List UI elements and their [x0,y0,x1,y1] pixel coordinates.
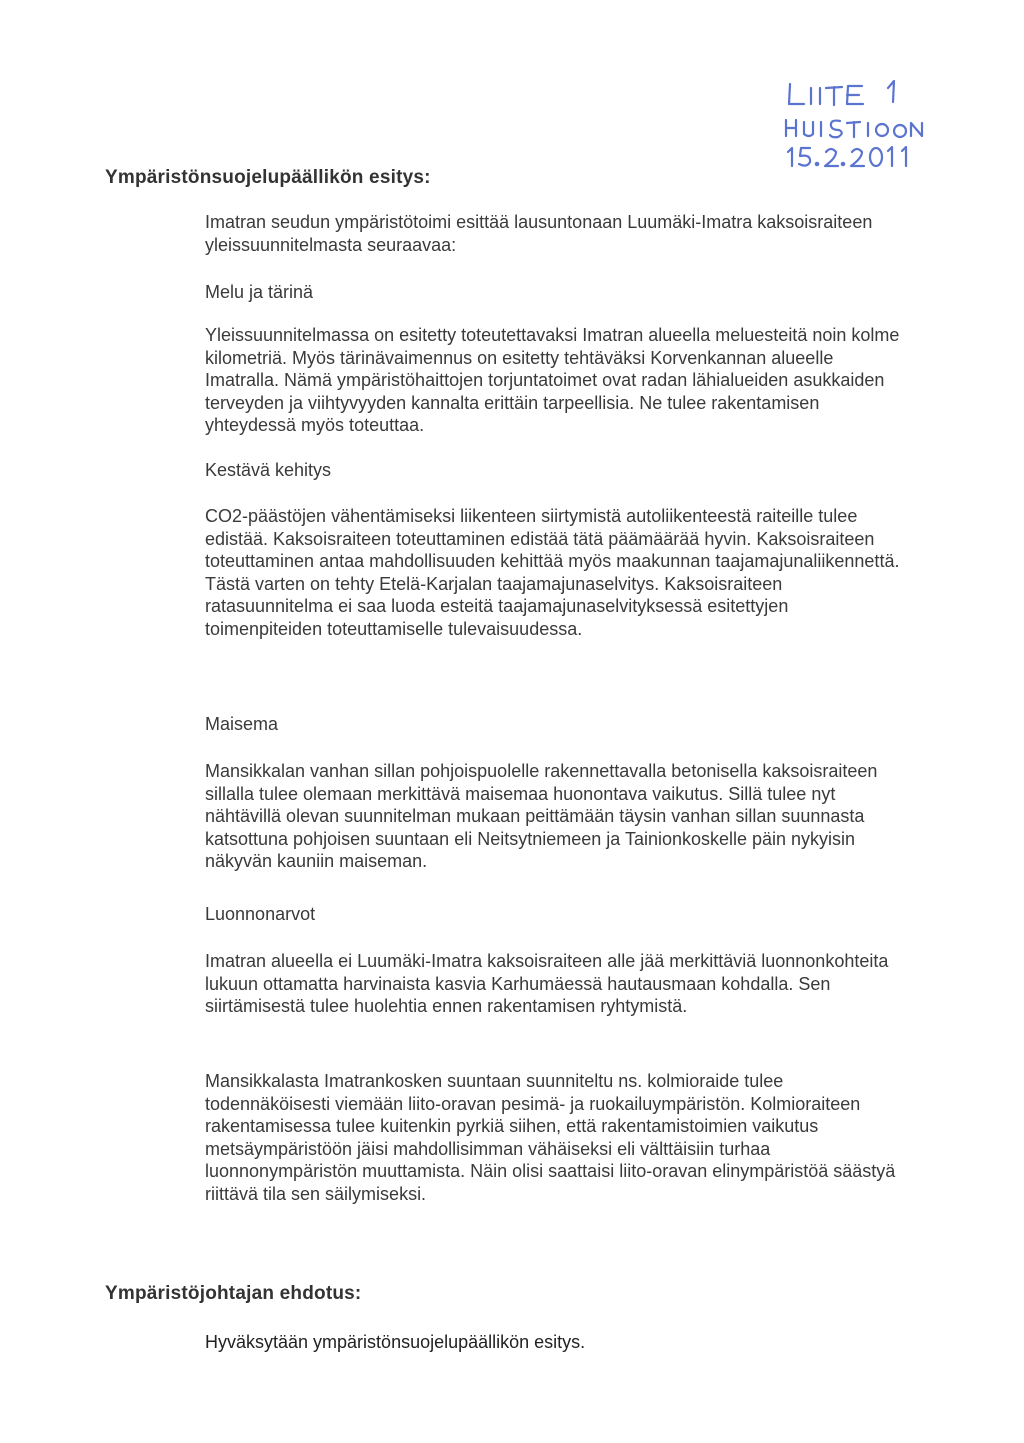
intro-block [205,211,905,256]
section-paragraph: Mansikkalasta Imatrankosken suuntaan suunniteltu ns. kolmioraide tulee todennäköisesti viemään liito-oravan pesimä- ja ruokailuympäristön. Kolmioraiteen rakentamisessa tulee kuitenkin pyrkiä siihen, että rakentamistoimien vaikutus metsäympäristöön jäisi mahdollisimman vähäiseksi eli välttäisiin turhaa luonnonympäristön muuttamista. Näin olisi saattaisi liito-oravan elinympäristöä säästyä riittävä tila sen säilymiseksi. [205,1071,896,1204]
section-heading: Kestävä kehitys [205,460,332,480]
section-nature [205,903,905,926]
section-nature-body-2 [205,1070,905,1206]
handwritten-stamp [784,78,944,178]
handwritten-stamp-drawing [784,78,944,178]
section-landscape-body [205,760,905,873]
intro-paragraph: Imatran seudun ympäristötoimi esittää lausuntonaan Luumäki-Imatra kaksoisraiteen yleissuunnitelmasta seuraavaa: [205,212,873,255]
section-noise [205,281,905,304]
section-paragraph: Imatran alueella ei Luumäki-Imatra kaksoisraiteen alle jää merkittäviä luonnonkohteita lukuun ottamatta harvinaista kasvia Karhumäessä hautausmaan kohdalla. Sen siirtämisestä tulee huolehtia ennen rakentamisen ryhtymistä. [205,951,889,1017]
section-heading: Melu ja tärinä [205,282,314,302]
section-paragraph: Yleissuunnitelmassa on esitetty toteutettavaksi Imatran alueella meluesteitä noin kolme kilometriä. Myös tärinävaimennus on esitetty tehtäväksi Korvenkannan alueelle Imatralla. Nämä ympäristöhaittojen torjuntatoimet ovat radan lähialueiden asukkaiden terveyden ja viihtyvyyden kannalta erittäin tarpeellisia. Ne tulee rakentamisen yhteydessä myös toteuttaa. [205,325,900,436]
section-noise-body [205,324,905,437]
decision-paragraph: Hyväksytään ympäristönsuojelupäällikön esitys. [205,1332,586,1352]
section-paragraph: Mansikkalan vanhan sillan pohjoispuolelle rakennettavalla betonisella kaksoisraiteen sillalla tulee olemaan merkittävä maisemaa huonontava vaikutus. Sillä tulee nyt nähtävillä olevan suunnitelman mukaan peittämään täysin vanhan sillan suunnasta katsottuna pohjoisen suuntaan eli Neitsytniemeen ja Tainionkoskelle päin nykyisin näkyvän kauniin maiseman. [205,761,878,872]
section-nature-body [205,950,905,1018]
proposal-heading: Ympäristönsuojelupäällikön esitys: [105,167,431,188]
section-landscape [205,713,905,736]
decision-heading: Ympäristöjohtajan ehdotus: [105,1283,362,1304]
section-heading: Maisema [205,714,279,734]
section-sustainability [205,459,905,482]
section-sustainability-body [205,505,905,641]
section-paragraph: CO2-päästöjen vähentämiseksi liikenteen siirtymistä autoliikenteestä raiteille tulee edistää. Kaksoisraiteen toteuttaminen edistää tätä päämäärää hyvin. Kaksoisraiteen toteuttaminen antaa mahdollisuuden kehittää myös maakunnan taajamajunaliikennettä. Tästä varten on tehty Etelä-Karjalan taajamajunaselvitys. Kaksoisraiteen ratasuunnitelma ei saa luoda esteitä taajamajunaselvityksessä esitettyjen toimenpiteiden toteuttamiselle tulevaisuudessa. [205,506,900,639]
decision-block [205,1331,905,1354]
section-heading: Luonnonarvot [205,904,316,924]
